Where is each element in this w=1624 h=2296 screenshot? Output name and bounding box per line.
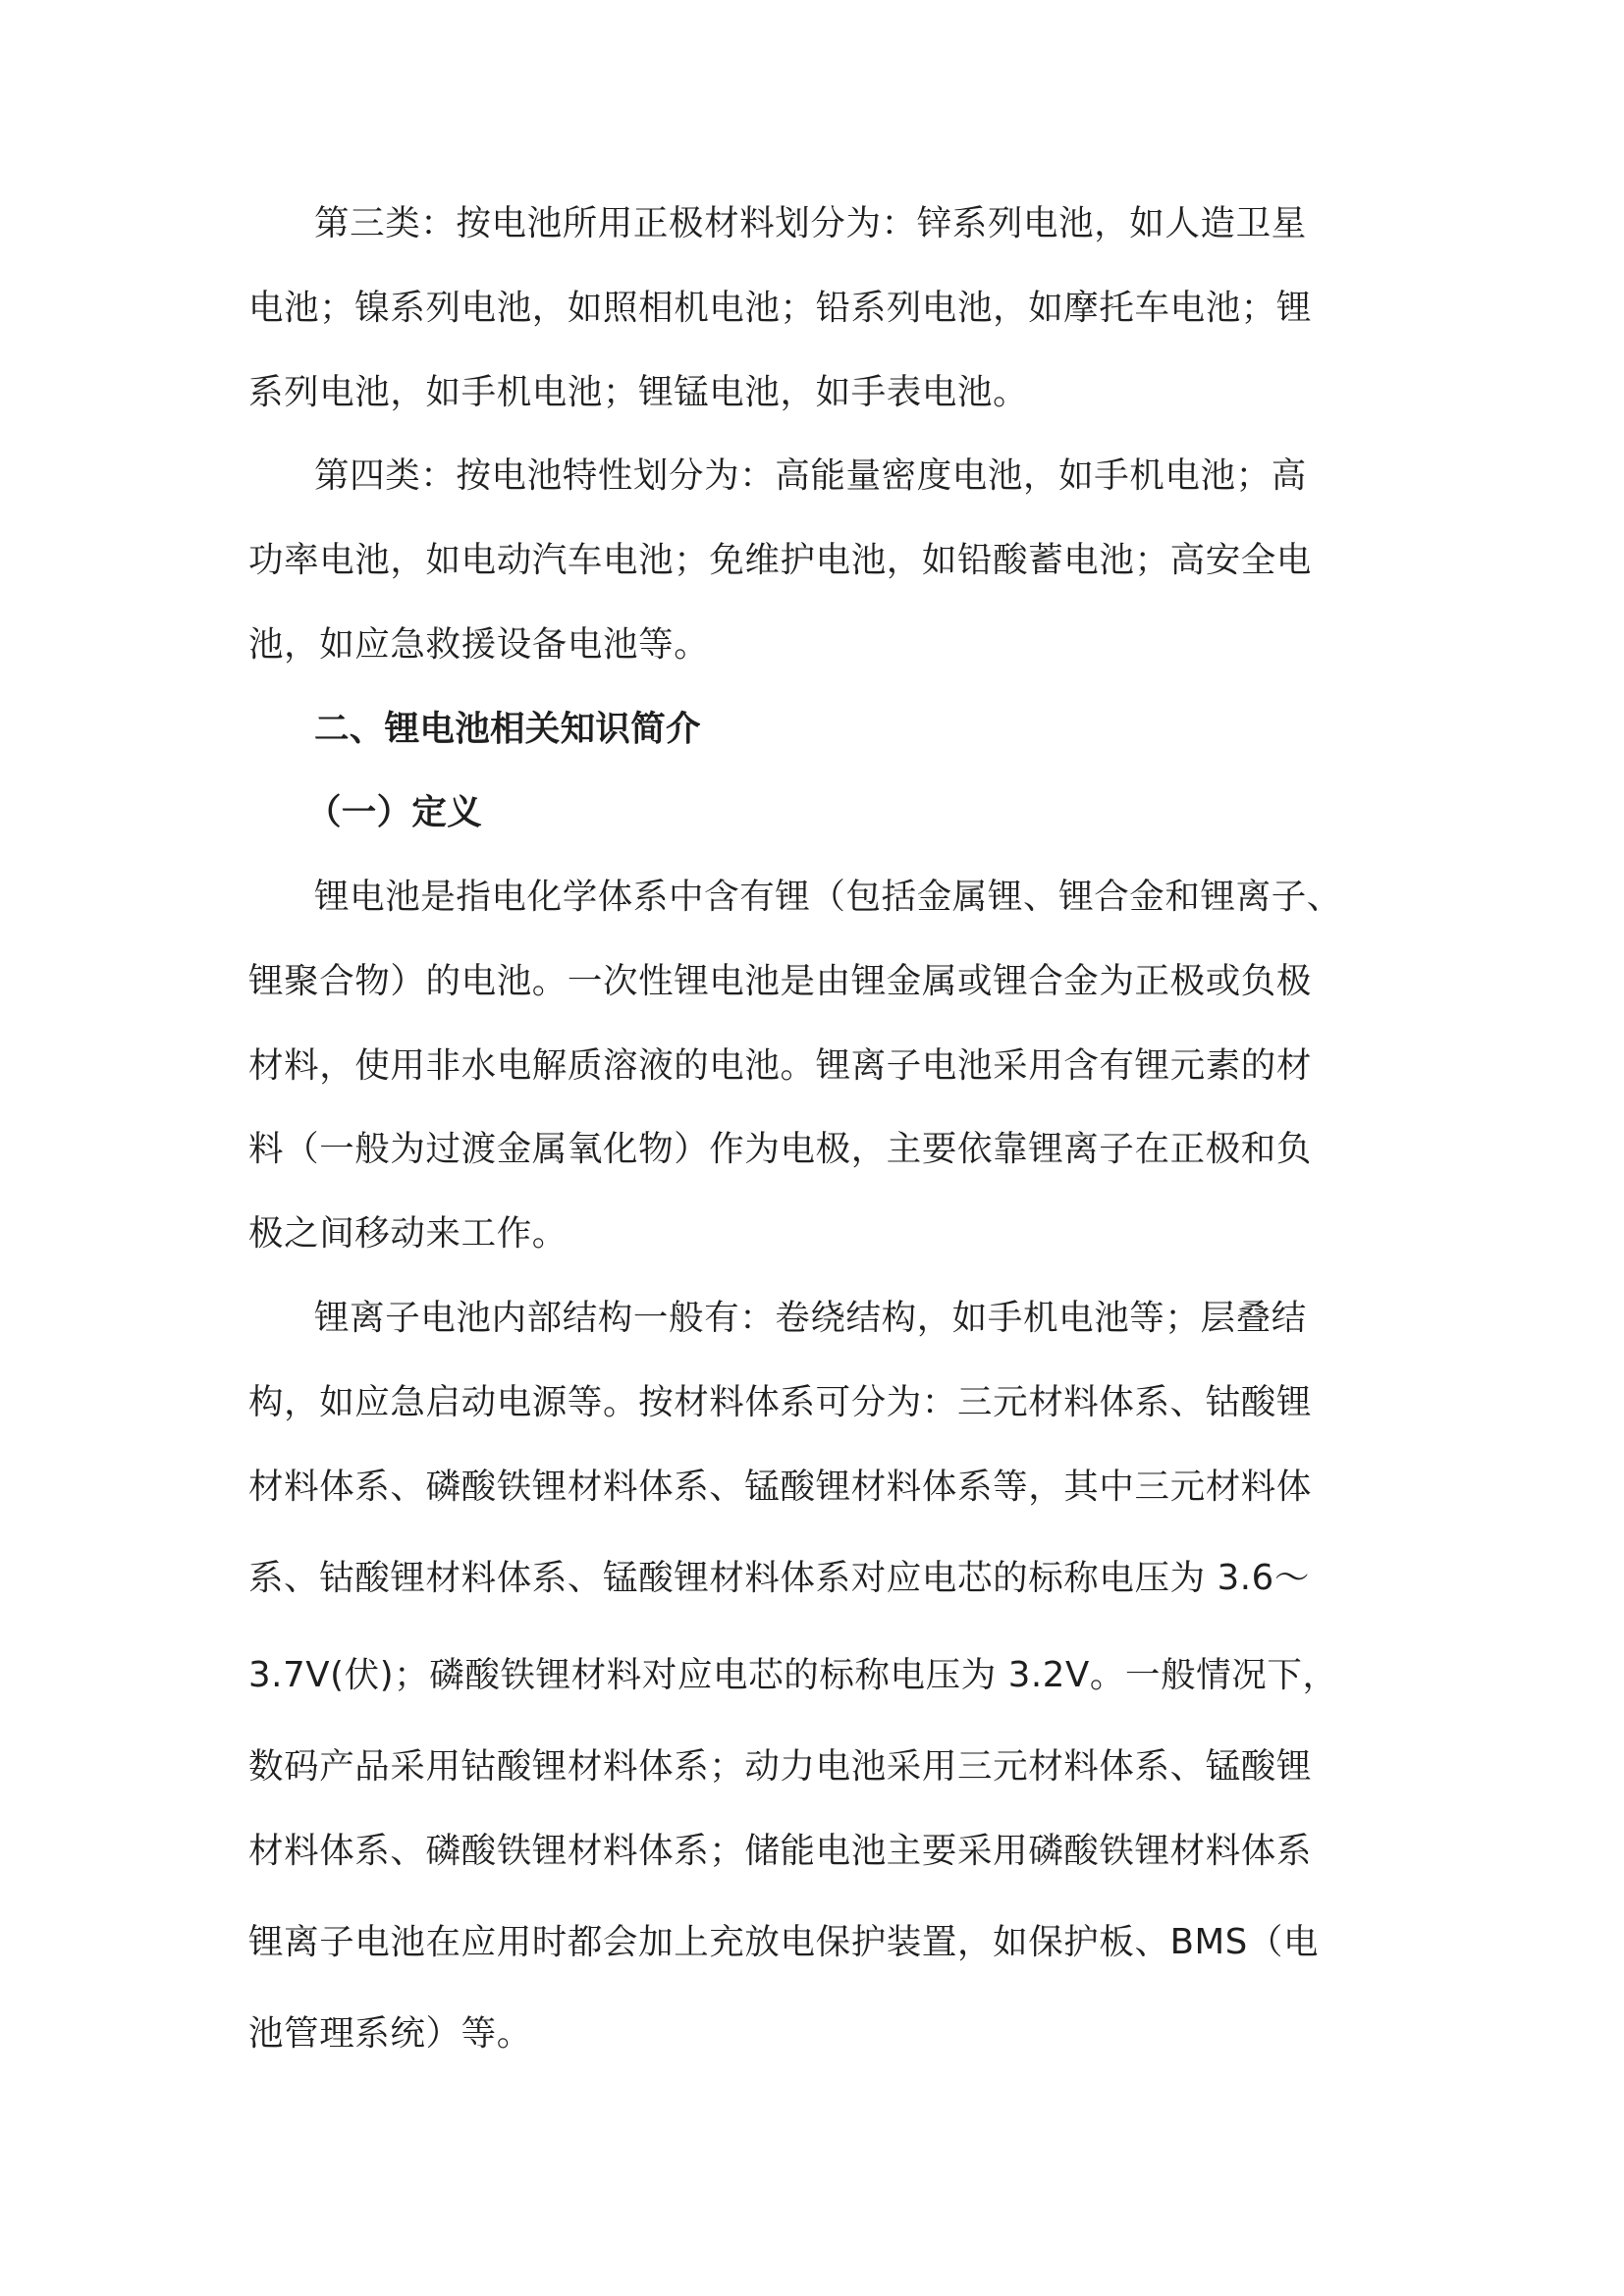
paragraph-1-line: 系列电池，如手机电池；锂锰电池，如手表电池。 [248,372,1029,412]
paragraph-2-line: 池，如应急救援设备电池等。 [248,624,710,665]
paragraph-4-line: 系、钴酸锂材料体系、锰酸锂材料体系对应电芯的标称电压为 3.6～ [248,1558,1310,1598]
paragraph-4-line: 锂离子电池在应用时都会加上充放电保护装置，如保护板、BMS（电 [248,1922,1320,1962]
paragraph-3-line: 锂电池是指电化学体系中含有锂（包括金属锂、锂合金和锂离子、 [314,877,1342,917]
section-heading: 二、锂电池相关知识简介 [314,709,701,749]
subsection-heading: （一）定义 [306,792,483,832]
paragraph-4-line: 锂离子电池内部结构一般有：卷绕结构，如手机电池等；层叠结 [314,1298,1307,1338]
paragraph-4-line: 数码产品采用钴酸锂材料体系；动力电池采用三元材料体系、锰酸锂 [248,1746,1313,1787]
paragraph-2-line: 第四类：按电池特性划分为：高能量密度电池，如手机电池；高 [314,455,1307,496]
paragraph-1-line: 电池；镍系列电池，如照相机电池；铅系列电池，如摩托车电池；锂 [248,288,1313,328]
paragraph-4-line: 材料体系、磷酸铁锂材料体系；储能电池主要采用磷酸铁锂材料体系 [248,1831,1313,1871]
paragraph-4-line: 池管理系统）等。 [248,2013,532,2054]
paragraph-2-line: 功率电池，如电动汽车电池；免维护电池，如铅酸蓄电池；高安全电 [248,540,1313,580]
paragraph-3-line: 锂聚合物）的电池。一次性锂电池是由锂金属或锂合金为正极或负极 [248,961,1313,1001]
paragraph-4-line: 3.7V(伏)；磷酸铁锂材料对应电芯的标称电压为 3.2V。一般情况下， [248,1655,1338,1695]
paragraph-3-line: 料（一般为过渡金属氧化物）作为电极，主要依靠锂离子在正极和负 [248,1129,1313,1169]
paragraph-3-line: 材料，使用非水电解质溶液的电池。锂离子电池采用含有锂元素的材 [248,1045,1313,1086]
paragraph-3-line: 极之间移动来工作。 [248,1213,568,1254]
paragraph-1-line: 第三类：按电池所用正极材料划分为：锌系列电池，如人造卫星 [314,203,1307,243]
paragraph-4-line: 构，如应急启动电源等。按材料体系可分为：三元材料体系、钴酸锂 [248,1382,1313,1422]
paragraph-4-line: 材料体系、磷酸铁锂材料体系、锰酸锂材料体系等，其中三元材料体 [248,1467,1313,1507]
